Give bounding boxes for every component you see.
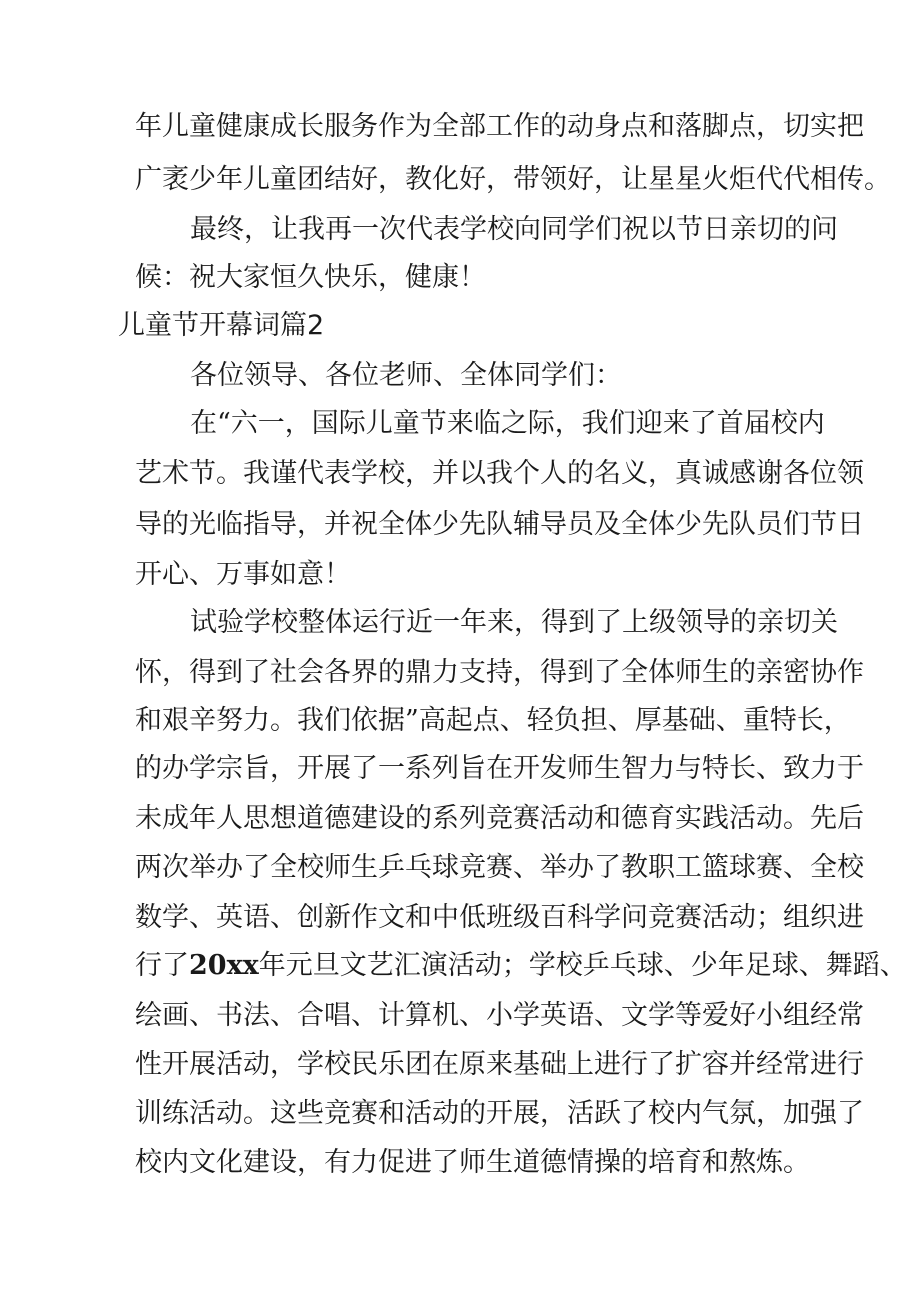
text-line: 和艰辛努力。我们依据”高起点、轻负担、厚基础、重特长， — [135, 705, 851, 736]
text-line: 校内文化建设，有力促进了师生道德情操的培育和熬炼。 — [135, 1147, 810, 1178]
text-line: 广袤少年儿童团结好，教化好，带领好，让星星火炬代代相传。 — [135, 164, 891, 195]
text-line: 试验学校整体运行近一年来，得到了上级领导的亲切关 — [190, 607, 838, 638]
section-title: 儿童节开幕词篇2 — [118, 310, 325, 341]
text-line: 数学、英语、创新作文和中低班级百科学问竞赛活动；组织进 — [135, 902, 864, 933]
text-fragment: 年元旦文艺汇演活动；学校乒乓球、少年足球、舞蹈、 — [258, 950, 907, 981]
salutation: 各位领导、各位老师、全体同学们： — [190, 360, 622, 391]
text-fragment: 行了 — [135, 950, 189, 981]
year-text: 20xx — [189, 950, 259, 981]
text-line: 两次举办了全校师生乒乓球竞赛、举办了教职工篮球赛、全校 — [135, 852, 864, 883]
text-line: 的办学宗旨，开展了一系列旨在开发师生智力与特长、致力于 — [135, 753, 864, 784]
text-line: 怀，得到了社会各界的鼎力支持，得到了全体师生的亲密协作 — [135, 657, 864, 688]
text-line: 训练活动。这些竞赛和活动的开展，活跃了校内气氛，加强了 — [135, 1098, 864, 1129]
text-line: 未成年人思想道德建设的系列竞赛活动和德育实践活动。先后 — [135, 803, 864, 834]
text-line: 开心、万事如意！ — [135, 559, 351, 590]
text-line: 性开展活动，学校民乐团在原来基础上进行了扩容并经常进行 — [135, 1049, 864, 1080]
text-line: 年儿童健康成长服务作为全部工作的动身点和落脚点，切实把 — [135, 111, 864, 142]
text-line: 艺术节。我谨代表学校，并以我个人的名义，真诚感谢各位领 — [135, 458, 864, 489]
text-line: 最终，让我再一次代表学校向同学们祝以节日亲切的问 — [190, 214, 838, 245]
text-line: 导的光临指导，并祝全体少先队辅导员及全体少先队员们节日 — [135, 509, 864, 540]
text-line: 候：祝大家恒久快乐，健康！ — [135, 262, 486, 293]
text-line: 在“六一，国际儿童节来临之际，我们迎来了首届校内 — [190, 408, 825, 439]
text-line — [135, 940, 907, 992]
text-line: 绘画、书法、合唱、计算机、小学英语、文学等爱好小组经常 — [135, 1000, 864, 1031]
